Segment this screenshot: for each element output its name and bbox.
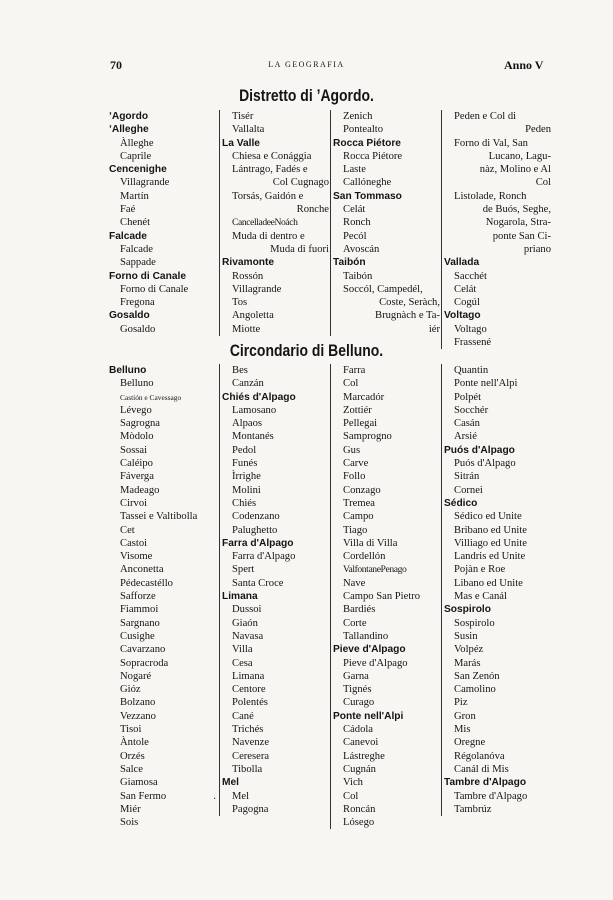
commune-heading: Limana [222, 591, 258, 603]
commune-heading: Vallada [444, 257, 480, 269]
locality-entry: Montanés [232, 431, 274, 443]
locality-entry: Àntole [120, 737, 149, 749]
locality-entry: Taibón [343, 270, 373, 282]
locality-entry: Tignés [343, 684, 372, 696]
locality-entry: Tiago [343, 524, 368, 536]
locality-entry: Bardiés [343, 604, 376, 616]
locality-entry: Tambrúz [454, 803, 492, 815]
locality-entry: Corte [343, 617, 367, 629]
locality-entry: Falcade [120, 243, 153, 255]
locality-entry: Canzán [232, 378, 264, 390]
locality-entry: Mas e Canál [454, 591, 507, 603]
locality-entry: Ronch [343, 217, 371, 229]
locality-entry: Villa [232, 644, 253, 656]
locality-entry: Giamosa [120, 777, 158, 789]
locality-entry: Rossón [232, 270, 264, 282]
commune-heading: Chiés d'Alpago [222, 391, 296, 403]
list-column [219, 110, 331, 336]
locality-entry: Caléipo [120, 458, 153, 470]
locality-entry: Col [535, 177, 551, 189]
locality-entry: priano [523, 243, 551, 255]
locality-entry: Soccól, Campedél, [343, 283, 423, 295]
locality-entry: Lucano, Lagu- [488, 150, 551, 162]
commune-heading: Farra d'Alpago [222, 537, 294, 549]
locality-entry: Brugnàch e Ta- [375, 310, 440, 322]
locality-entry: Rocca Piétore [343, 150, 403, 162]
locality-entry: Cet [120, 524, 135, 536]
locality-entry: Marás [454, 657, 481, 669]
list-column [108, 110, 219, 336]
locality-entry: Arsié [454, 431, 477, 443]
locality-entry: Tos [232, 297, 248, 309]
locality-entry: Gus [343, 444, 361, 456]
locality-entry: Conzago [343, 484, 381, 496]
locality-entry: Pieve d'Alpago [343, 657, 408, 669]
locality-entry: Trichés [232, 724, 264, 736]
locality-entry: Orzés [120, 750, 145, 762]
locality-entry: Sédico ed Unite [454, 511, 522, 523]
locality-entry: Camolino [454, 684, 496, 696]
locality-entry: Chiés [232, 497, 257, 509]
locality-entry: Miér [120, 803, 141, 815]
locality-entry: Libano ed Unite [454, 577, 523, 589]
ink-speck: · [213, 794, 217, 805]
locality-entry: Forno di Canale [120, 283, 189, 295]
locality-entry: Forno di Val, San [454, 137, 528, 149]
locality-entry: Sossai [120, 444, 148, 456]
commune-heading: Voltago [444, 310, 481, 322]
locality-entry: Fáverga [120, 471, 154, 483]
locality-entry: Fiammoi [120, 604, 159, 616]
locality-entry: Cornei [454, 484, 483, 496]
locality-entry: Safforze [120, 591, 156, 603]
list-column [441, 364, 553, 816]
locality-entry: Gióz [120, 684, 141, 696]
locality-entry: Miotte [232, 323, 261, 335]
locality-entry: Régolanóva [454, 750, 505, 762]
locality-entry: Faé [120, 204, 136, 216]
locality-entry: Tambre d'Alpago [454, 790, 528, 802]
commune-heading: Puós d'Alpago [444, 444, 515, 456]
locality-entry: Angoletta [232, 310, 274, 322]
locality-entry: Roncán [343, 803, 376, 815]
locality-entry: Canevoi [343, 737, 379, 749]
locality-entry: Listolade, Ronch [454, 190, 527, 202]
locality-entry: Ceresera [232, 750, 270, 762]
locality-entry: Sopracroda [120, 657, 169, 669]
commune-heading: Cencenighe [109, 164, 167, 176]
locality-entry: Chenét [120, 217, 151, 229]
locality-entry: Campo [343, 511, 374, 523]
locality-entry: Voltago [454, 323, 487, 335]
locality-entry: Mòdolo [120, 431, 154, 443]
locality-entry: Cordellón [343, 551, 386, 563]
commune-heading: ʼAlleghe [109, 124, 149, 136]
locality-entry: Laste [343, 164, 366, 176]
locality-entry: Sitrán [454, 471, 480, 483]
locality-entry: Col Cugnago [272, 177, 329, 189]
locality-entry: Mis [454, 724, 471, 736]
locality-entry: Belluno [120, 378, 154, 390]
volume-year: Anno V [504, 58, 544, 72]
locality-entry: Tallandino [343, 630, 389, 642]
locality-entry: Àlleghe [120, 137, 154, 149]
locality-entry: Tibolla [232, 763, 263, 775]
locality-entry: Torsás, Gaidón e [232, 190, 304, 202]
locality-entry: Callóneghe [343, 177, 392, 189]
locality-entry: Villiago ed Unite [454, 537, 527, 549]
locality-entry: Navenze [232, 737, 270, 749]
locality-entry: Sois [120, 817, 139, 829]
locality-entry: Bolzano [120, 697, 156, 709]
running-header [0, 58, 613, 74]
list-column [219, 364, 331, 816]
locality-entry: Carve [343, 458, 369, 470]
locality-entry: Villa di Villa [343, 537, 398, 549]
locality-entry: Marcadór [343, 391, 385, 403]
locality-entry: Castoi [120, 537, 148, 549]
locality-entry: Tisér [232, 111, 254, 122]
locality-entry: Molini [232, 484, 261, 496]
locality-entry: Susin [454, 630, 478, 642]
locality-entry: Villagrande [232, 283, 282, 295]
locality-entry: Castión e Cavessago [120, 392, 182, 402]
locality-entry: iér [428, 323, 440, 335]
locality-entry: Tassei e Valtibolla [120, 511, 198, 523]
locality-entry: Puós d'Alpago [454, 458, 516, 470]
locality-entry: Cavarzano [120, 644, 166, 656]
page-number: 70 [110, 58, 122, 72]
commune-heading: Pieve d'Alpago [333, 644, 406, 656]
locality-entry: Ponte nell'Alpi [454, 378, 518, 390]
locality-entry: Alpaos [232, 418, 263, 430]
locality-entry: Sospirolo [454, 617, 495, 629]
locality-entry: Pontealto [343, 124, 384, 136]
locality-entry: Follo [343, 471, 366, 483]
commune-heading: Sospirolo [444, 604, 491, 616]
locality-entry: Campo San Pietro [343, 591, 421, 603]
locality-entry: Nogaré [120, 670, 152, 682]
locality-entry: Polentés [232, 697, 268, 709]
list-column [441, 110, 553, 349]
commune-heading: Forno di Canale [109, 270, 186, 282]
locality-entry: Centore [232, 684, 266, 696]
locality-entry: Tisoi [120, 724, 142, 736]
locality-entry: Vich [343, 777, 363, 789]
commune-heading: Falcade [109, 230, 147, 242]
section-title-agordo: Distretto di ʼAgordo. [239, 86, 374, 105]
locality-entry: Farra [343, 365, 366, 376]
locality-entry: Cirvoi [120, 497, 148, 509]
locality-entry: Sacchét [454, 270, 487, 282]
locality-entry: Lántrago, Fadés e [232, 164, 308, 176]
locality-entry: Vezzano [120, 710, 156, 722]
locality-entry: Cádola [343, 724, 374, 736]
list-column [330, 364, 442, 829]
locality-entry: Fregona [120, 297, 155, 309]
section-title-belluno: Circondario di Belluno. [229, 341, 384, 360]
locality-entry: Polpét [454, 391, 482, 403]
locality-entry: Piz [454, 697, 468, 709]
locality-entry: Pedol [232, 444, 257, 456]
commune-heading: Belluno [109, 365, 147, 376]
locality-entry: Peden e Col di [454, 111, 517, 122]
locality-entry: Sargnano [120, 617, 160, 629]
locality-entry: Cogúl [454, 297, 480, 309]
locality-entry: Chiesa e Conággia [232, 150, 312, 162]
locality-entry: Samprogno [343, 431, 392, 443]
locality-entry: San Zenón [454, 670, 500, 682]
list-column [108, 364, 219, 829]
locality-entry: Frassené [454, 337, 492, 349]
locality-entry: Sappade [120, 257, 156, 269]
locality-entry: Ìrrighe [232, 471, 261, 483]
locality-entry: Col [343, 790, 359, 802]
locality-entry: Lévego [120, 404, 152, 416]
locality-entry: ValfontanePenago [343, 564, 407, 576]
locality-entry: CancelladeeNoách [232, 217, 298, 229]
locality-entry: Limana [232, 670, 265, 682]
locality-entry: Santa Croce [232, 577, 284, 589]
locality-entry: Martín [120, 190, 149, 202]
locality-entry: Curago [343, 697, 375, 709]
commune-heading: ʼAgordo [109, 111, 149, 122]
locality-entry: Muda di dentro e [232, 230, 305, 242]
locality-entry: Visome [120, 551, 153, 563]
locality-entry: Pellegai [343, 418, 378, 430]
locality-entry: Pecól [343, 230, 367, 242]
locality-entry: Salce [120, 763, 143, 775]
commune-heading: Ponte nell'Alpi [333, 710, 404, 722]
locality-entry: Palughetto [232, 524, 278, 536]
locality-entry: Muda di fuori [270, 243, 329, 255]
locality-entry: Oregne [454, 737, 486, 749]
locality-entry: Coste, Seràch, [379, 297, 440, 309]
commune-heading: Sédico [444, 497, 478, 509]
locality-entry: Zenich [343, 111, 373, 122]
locality-entry: Gosaldo [120, 323, 156, 335]
locality-entry: Bribano ed Unite [454, 524, 527, 536]
locality-entry: Lósego [343, 817, 375, 829]
locality-entry: Anconetta [120, 564, 164, 576]
locality-entry: Nogarola, Stra- [485, 217, 551, 229]
locality-entry: Pojàn e Roe [454, 564, 506, 576]
locality-entry: San Fermo [120, 790, 167, 802]
commune-heading: Taibón [333, 257, 366, 269]
commune-heading: Tambre d'Alpago [444, 777, 527, 789]
locality-entry: Zottiér [343, 404, 372, 416]
locality-entry: Quantin [454, 365, 489, 376]
locality-entry: Giaón [232, 617, 258, 629]
locality-entry: nàz, Molino e Al [479, 164, 551, 176]
locality-entry: Cugnán [343, 763, 376, 775]
locality-entry: Pédecastéllo [120, 577, 173, 589]
locality-entry: Cané [232, 710, 254, 722]
locality-entry: Avoscán [343, 243, 380, 255]
commune-heading: Rivamonte [222, 257, 275, 269]
locality-entry: Funés [232, 458, 258, 470]
locality-entry: Farra d'Alpago [232, 551, 296, 563]
locality-entry: Col [343, 378, 359, 390]
locality-entry: Caprile [120, 150, 152, 162]
locality-entry: Codenzano [232, 511, 280, 523]
circondario-belluno-list [108, 364, 552, 829]
locality-entry: Villagrande [120, 177, 170, 189]
locality-entry: Celát [454, 283, 477, 295]
locality-entry: Cesa [232, 657, 253, 669]
locality-entry: Landris ed Unite [454, 551, 526, 563]
locality-entry: Canál di Mis [454, 763, 509, 775]
locality-entry: Spert [232, 564, 255, 576]
commune-heading: Gosaldo [109, 310, 150, 322]
locality-entry: Tremea [343, 497, 375, 509]
locality-entry: Vallalta [232, 124, 265, 136]
locality-entry: Nave [343, 577, 366, 589]
locality-entry: Casán [454, 418, 480, 430]
locality-entry: Ronche [296, 204, 329, 216]
commune-heading: San Tommaso [333, 190, 402, 202]
locality-entry: Garna [343, 670, 369, 682]
locality-entry: Volpéz [454, 644, 484, 656]
locality-entry: ponte San Ci- [492, 230, 551, 242]
locality-entry: Lamosano [232, 404, 277, 416]
locality-entry: Navasa [232, 630, 264, 642]
locality-entry: de Buós, Seghe, [482, 204, 551, 216]
locality-entry: Bes [232, 365, 248, 376]
commune-heading: La Valle [222, 137, 260, 149]
journal-title: LA GEOGRAFIA [268, 60, 345, 69]
locality-entry: Sagrogna [120, 418, 161, 430]
locality-entry: Pagogna [232, 803, 269, 815]
commune-heading: Mel [222, 777, 239, 789]
locality-entry: Madeago [120, 484, 160, 496]
locality-entry: Mel [232, 790, 250, 802]
locality-entry: Celát [343, 204, 366, 216]
locality-entry: Lástreghe [343, 750, 385, 762]
locality-entry: Gron [454, 710, 476, 722]
locality-entry: Dussoi [232, 604, 262, 616]
locality-entry: Peden [525, 124, 551, 136]
locality-entry: Socchér [454, 404, 489, 416]
district-agordo-list [108, 110, 552, 349]
commune-heading: Rocca Piétore [333, 137, 401, 149]
list-column [330, 110, 442, 336]
locality-entry: Cusighe [120, 630, 155, 642]
